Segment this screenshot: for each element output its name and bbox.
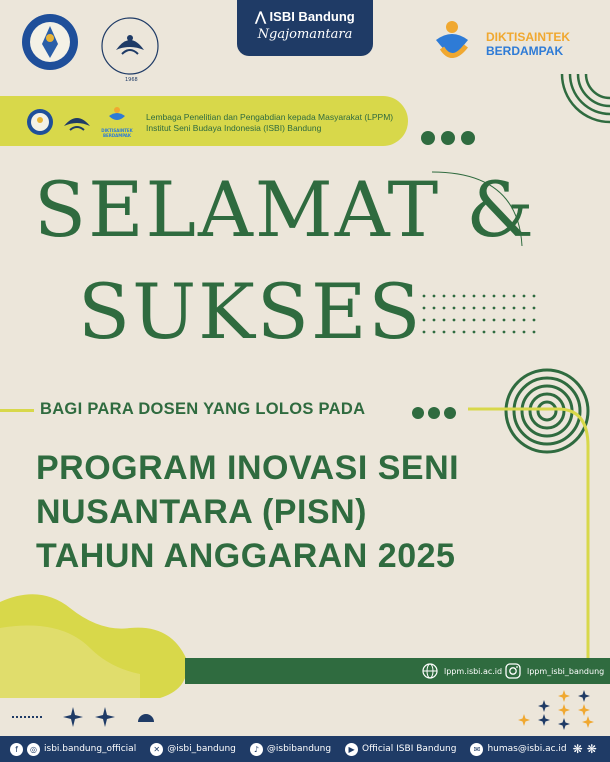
grid-dot [433,307,436,310]
yellow-curve-line [468,406,610,666]
footer-email[interactable] [470,743,566,756]
program-line2: NUSANTARA (PISN) [36,493,367,531]
grid-dot [463,307,466,310]
email-icon: ✉ [470,743,483,756]
grid-dot [493,331,496,334]
half-circle-icon [136,710,156,722]
footer-tiktok-text: @isbibandung [266,744,332,754]
yellow-line-left [0,409,34,412]
globe-icon [422,663,438,679]
isbi-seal-logo [100,16,160,83]
grid-dot [533,319,536,322]
footer-ornaments [573,742,597,756]
star-icon [578,704,590,716]
grid-dot [503,307,506,310]
lppm-small-logo-text: DIKTISAINTEK BERDAMPAK [101,128,133,138]
star-icon [558,690,570,702]
grid-dot [423,331,426,334]
youtube-icon: ▶ [345,743,358,756]
grid-dot [513,295,516,298]
dots-decor-top [421,130,481,149]
program-line3: TAHUN ANGGARAN 2025 [36,537,456,575]
green-contact-bar [185,658,610,684]
grid-dot [483,319,486,322]
footer-x[interactable] [150,743,236,756]
grid-dot [433,295,436,298]
footer-x-text: @isbi_bandung [167,744,236,754]
grid-dot [443,295,446,298]
grid-dot [443,307,446,310]
grid-dot [533,295,536,298]
lppm-line2: Institut Seni Budaya Indonesia (ISBI) Bandung [146,123,322,133]
star-icon [558,718,570,730]
footer-youtube[interactable] [345,743,456,756]
dot-icon [428,407,440,419]
center-tag-line2: Ngajomantara [257,27,353,42]
star-icon [558,704,570,716]
dikti-small-icon [107,106,127,124]
dikti-line1: DIKTISAINTEK [486,30,570,44]
x-icon: ✕ [150,743,163,756]
tiktok-icon: ♪ [250,743,263,756]
dot-icon [444,407,456,419]
footer-facebook-text: isbi.bandung_official [44,744,137,754]
grid-dot [493,319,496,322]
grid-dot [463,331,466,334]
grid-dot [483,295,486,298]
footer-tiktok[interactable] [250,743,331,756]
sparkle-stars-icon [62,706,124,728]
grid-dot [493,295,496,298]
tut-wuri-logo [22,14,78,70]
website-link[interactable]: lppm.isbi.ac.id [444,666,503,676]
isbi-tag-icon: ⋀ [255,9,270,24]
lppm-logo-dikti [100,106,134,138]
grid-dot [463,295,466,298]
star-icon [538,700,550,712]
lppm-logo-isbi [62,108,92,136]
grid-dot [523,319,526,322]
grid-dot [533,307,536,310]
grid-dot [523,295,526,298]
grid-dot [513,331,516,334]
grid-dot [443,319,446,322]
grid-dot [513,307,516,310]
grid-dot [423,295,426,298]
program-title [36,446,459,578]
dot-icon [412,407,424,419]
grid-dot [473,295,476,298]
grid-dot [523,307,526,310]
grid-dot [423,319,426,322]
dikti-figure-icon [432,20,472,64]
yellow-blob-icon [0,588,190,698]
grid-dot [433,319,436,322]
star-icon [578,690,590,702]
dikti-logo [432,20,592,64]
dot-grid-icon [420,292,542,338]
grid-dot [463,319,466,322]
center-tag-line1: ISBI Bandung [269,9,355,24]
star-icon [582,716,594,728]
footer-youtube-text: Official ISBI Bandung [362,744,457,754]
grid-dot [453,319,456,322]
title-line1: SELAMAT & [34,165,536,254]
grid-dot [503,331,506,334]
grid-dot [493,307,496,310]
lppm-logo-kemdik [26,108,54,136]
subtitle: BAGI PARA DOSEN YANG LOLOS PADA [40,400,366,418]
isbi-bandung-tag [237,0,373,56]
grid-dot [453,307,456,310]
ornament-icon: ❋ [586,742,597,756]
dots-decor-mid [412,404,460,423]
grid-dot [443,331,446,334]
grid-dot [503,319,506,322]
grid-dot [453,295,456,298]
grid-dot [473,319,476,322]
star-cluster-icon [502,688,602,732]
grid-dot [483,331,486,334]
tut-wuri-emblem-icon [22,14,78,70]
footer-facebook[interactable] [10,743,136,756]
isbi-seal-icon [100,16,160,76]
grid-dot [483,307,486,310]
dot-icon [421,131,435,145]
lppm-line1: Lembaga Penelitian dan Pengabdian kepada Masyarakat (LPPM) [146,112,394,122]
star-icon [538,714,550,726]
footer-email-text: humas@isbi.ac.id [487,744,567,754]
facebook-icon: f [10,743,23,756]
grid-dot [433,331,436,334]
grid-dot [423,307,426,310]
isbi-seal-year: 1968 [125,77,138,83]
grid-dot [473,331,476,334]
grid-dot [533,331,536,334]
instagram-icon [505,663,521,679]
grid-dot [513,319,516,322]
arc-decor-icon [555,72,610,127]
lppm-text [146,112,393,134]
footer-bar [0,736,610,762]
instagram-link[interactable]: lppm_isbi_bandung [527,666,605,676]
isbi-small-icon [62,108,92,136]
grid-dot [503,295,506,298]
star-icon [518,714,530,726]
instagram-icon: ◎ [27,743,40,756]
grid-dot [473,307,476,310]
dot-icon [441,131,455,145]
dash-decor [12,716,42,720]
grid-dot [453,331,456,334]
program-line1: PROGRAM INOVASI SENI [36,449,460,487]
tut-wuri-small-icon [26,108,54,136]
ornament-icon: ❋ [572,742,583,756]
dikti-line2: BERDAMPAK [486,44,564,58]
grid-dot [523,331,526,334]
title-line2: SUKSES [78,267,423,356]
dot-icon [461,131,475,145]
